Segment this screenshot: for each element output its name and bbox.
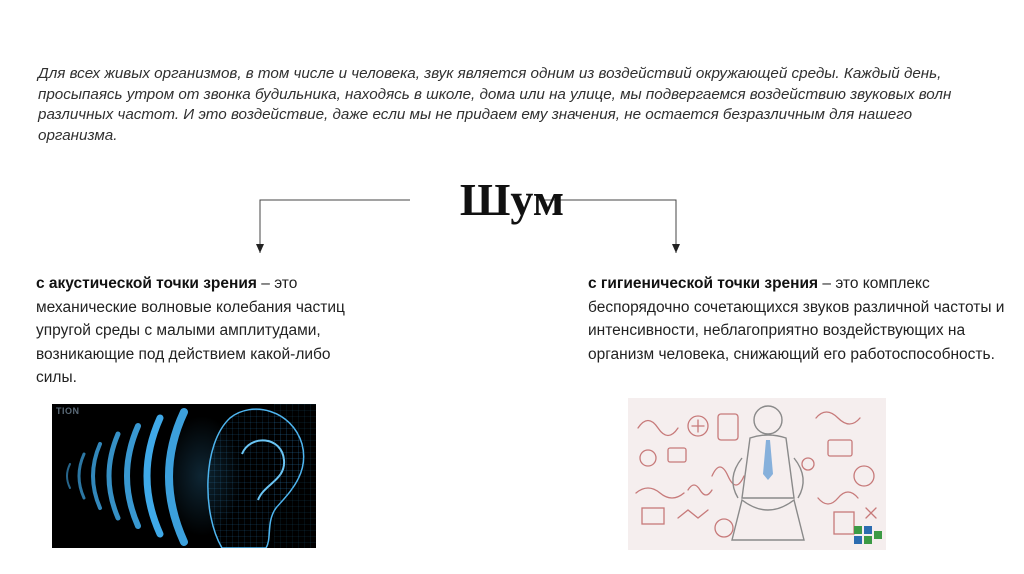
acoustic-definition — [36, 272, 366, 390]
sound-waves-ear-image — [52, 404, 316, 548]
acoustic-definition-text: – это механические волновые колебания частиц упругой среды с малыми амплитудами, возникающие под действием какой-либо силы. — [36, 275, 345, 386]
intro-paragraph: Для всех живых организмов, в том числе и человека, звук является одним из воздействий окружающей среды. Каждый день, просыпаясь утром от звонка будильника, находясь в школе, дома или на улице, мы подвергаемся воздействию звуковых волн различных частот. И это воздействие, даже если мы не придаем ему значения, не остается безразличным для нашего организма. — [38, 65, 952, 144]
hygienic-definition — [588, 272, 1008, 366]
hygienic-definition-text: – это комплекс беспорядочно сочетающихся звуков различной частоты и интенсивности, неблагоприятно воздействующих на организм человека, снижающий его работоспособность. — [588, 275, 1005, 363]
brand-logo-icon — [854, 526, 882, 544]
image-watermark: TION — [56, 406, 80, 416]
acoustic-term: с акустической точки зрения — [36, 275, 257, 292]
hygienic-term: с гигиенической точки зрения — [588, 275, 819, 292]
noise-doodle-person-image — [628, 398, 886, 550]
page-title: Шум — [459, 174, 565, 225]
